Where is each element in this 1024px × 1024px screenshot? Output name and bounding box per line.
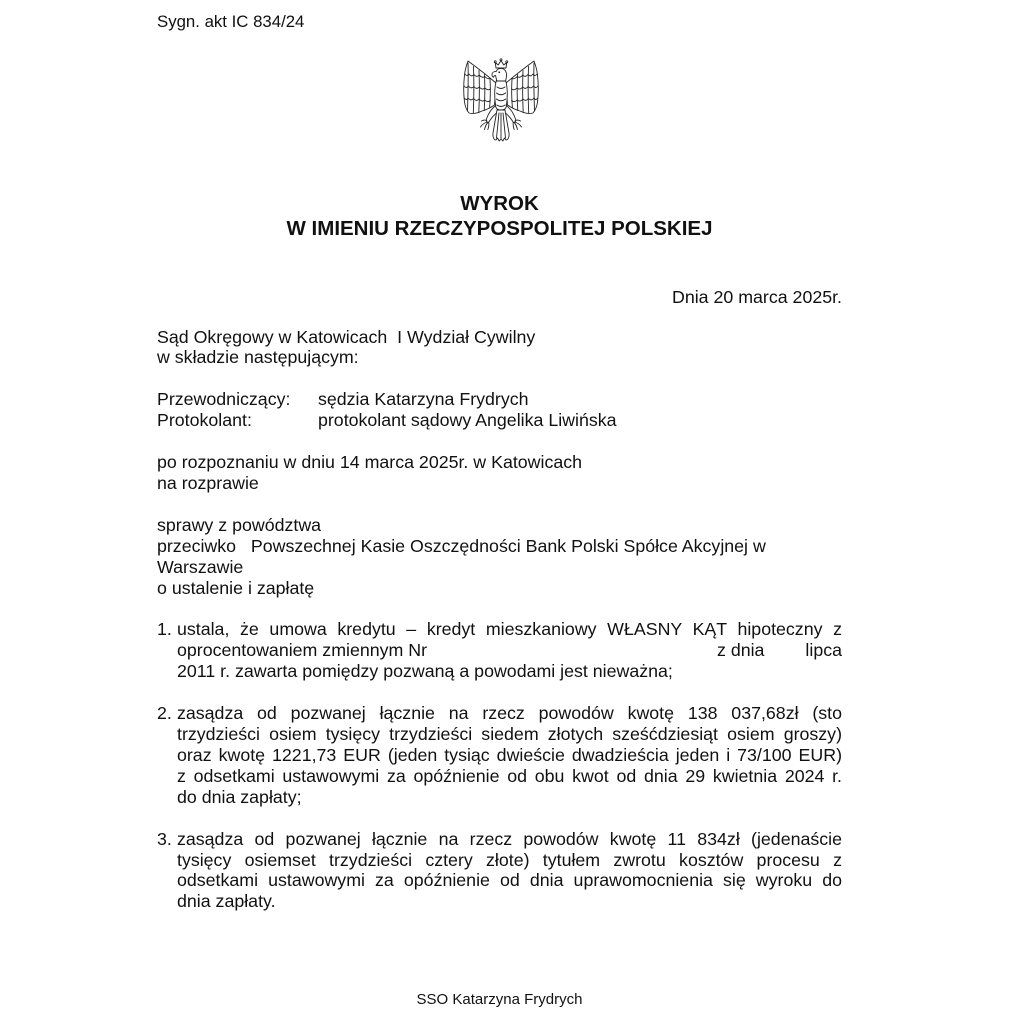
eagle-body [495,80,507,110]
composition-person: sędzia Katarzyna Frydrych [318,389,529,410]
judgment-date: Dnia 20 marca 2025r. [671,286,842,307]
ruling-line: ustala, że umowa kredytu – kredyt mieszkaniowy WŁASNY KĄT hipoteczny z [177,619,842,640]
eagle-wing-right [504,61,538,130]
judgment-body [157,327,842,934]
ruling-item-2 [157,703,842,808]
ruling-line: zasądza od pozwanej łącznie na rzecz powodów kwotę 11 834zł (jedenaście [177,828,842,849]
eagle-crown [494,59,508,68]
ruling-line: zasądza od pozwanej łącznie na rzecz powodów kwotę 138 037,68zł (sto [177,703,842,724]
eagle-wing-left [464,61,498,130]
court-name: Sąd Okręgowy w Katowicach I Wydział Cywilny [157,326,536,347]
case-block [157,515,842,599]
ruling-line: oraz kwotę 1221,73 EUR (jeden tysiąc dwieście dwadzieścia jeden i 73/100 EUR) [177,744,842,765]
eagle-head [492,68,507,81]
hearing-date-line: po rozpoznaniu w dniu 14 marca 2025r. w Katowicach [157,452,583,473]
composition-block [157,389,842,431]
judge-signature: SSO Katarzyna Frydrych [416,991,583,1008]
ruling-text [177,829,842,913]
ruling-line-segment: oprocentowaniem zmiennym Nr [177,640,428,661]
ruling-line: trzydzieści osiem tysięcy trzydzieści siedem złotych sześćdziesiąt osiem groszy) [177,724,842,745]
case-line: sprawy z powództwa [157,514,322,535]
hearing-mode-line: na rozprawie [157,472,259,493]
ruling-text [177,703,842,808]
composition-row-clerk [157,410,842,431]
ruling-item-3 [157,829,842,913]
polish-eagle-emblem-icon [461,57,541,143]
ruling-line-redacted [177,640,842,661]
case-defendant-line: przeciwko Powszechnej Kasie Oszczędności Bank Polski Spółce Akcyjnej w [157,535,766,556]
ruling-line: tysięcy osiemset trzydzieści cztery złote) tytułem zwrotu kosztów procesu z [177,849,842,870]
emblem [461,57,541,143]
ruling-text [177,619,842,682]
case-subject-line: o ustalenie i zapłatę [157,577,315,598]
ruling-item-1 [157,619,842,682]
case-defendant-city-line: Warszawie [157,556,244,577]
ruling-line: do dnia zapłaty; [177,786,302,807]
judgment-subtitle: W IMIENIU RZECZYPOSPOLITEJ POLSKIEJ [286,216,713,240]
ruling-line-segment: z dnia [717,640,765,661]
ruling-number: 2. [157,703,172,724]
composition-role: Protokolant: [157,410,252,431]
case-signature: Sygn. akt IC 834/24 [157,12,305,31]
composition-role: Przewodniczący: [157,389,291,410]
ruling-line: z odsetkami ustawowymi za opóźnienie od obu kwot od dnia 29 kwietnia 2024 r. [177,765,842,786]
hearing-block [157,452,842,494]
ruling-line: 2011 r. zawarta pomiędzy pozwaną a powodami jest nieważna; [177,661,673,682]
court-block [157,327,842,369]
composition-row-chair [157,389,842,410]
court-composition-intro: w składzie następującym: [157,347,359,368]
composition-person: protokolant sądowy Angelika Liwińska [318,410,617,431]
ruling-line: dnia zapłaty. [177,891,276,912]
judgment-heading [157,191,842,241]
ruling-line-segment: lipca [805,640,842,661]
ruling-number: 3. [157,828,172,849]
ruling-line: odsetkami ustawowymi za opóźnienie od dnia uprawomocnienia się wyroku do [177,870,842,891]
ruling-number: 1. [157,619,172,640]
eagle-tail [493,110,509,141]
judgment-title: WYROK [460,191,539,215]
